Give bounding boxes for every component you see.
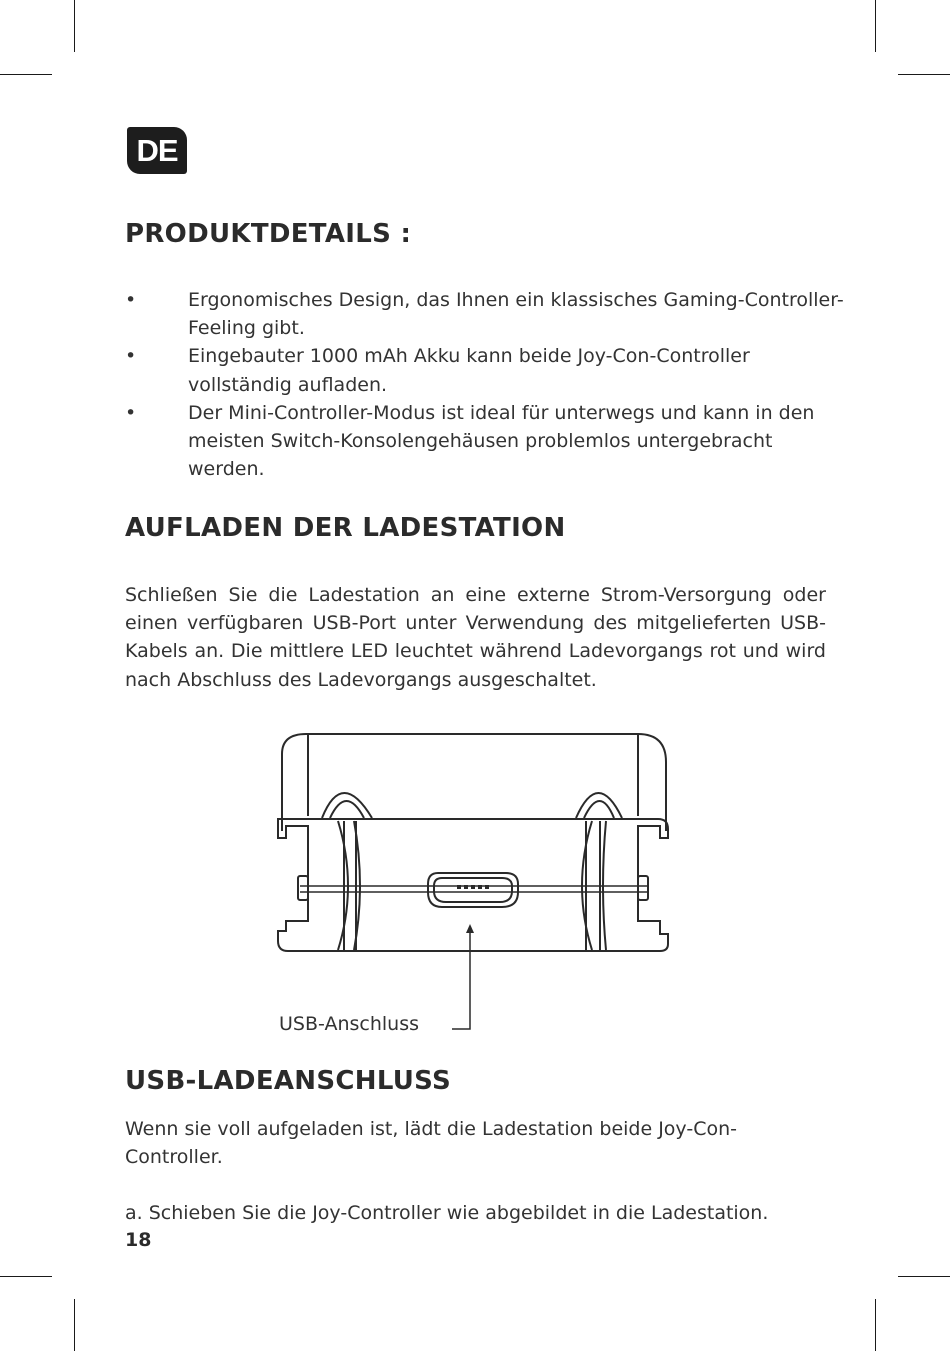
crop-mark	[74, 0, 75, 52]
language-badge: DE	[127, 127, 187, 174]
micro-usb-port-inner	[434, 878, 512, 902]
list-item	[125, 342, 845, 398]
list-item	[125, 286, 845, 342]
usb-port-text-line: Controller.	[125, 1146, 223, 1168]
crop-mark	[875, 0, 876, 52]
station-arch-right-inner	[584, 801, 614, 818]
usb-port-step-a: a. Schieben Sie die Joy-Controller wie abgebildet in die Ladestation.	[125, 1202, 769, 1224]
list-item-text: Der Mini-Controller-Modus ist ideal für unterwegs und kann in den meisten Switch-Konsolengehäusen problemlos untergebracht werden.	[188, 401, 815, 481]
crop-mark	[0, 74, 52, 75]
station-arch-right	[576, 793, 622, 818]
bullet-icon: •	[125, 401, 137, 424]
callout-leader-line	[452, 928, 470, 1029]
crop-mark	[74, 1299, 75, 1351]
crop-mark	[0, 1276, 52, 1277]
crop-mark	[898, 1276, 950, 1277]
bullet-icon: •	[125, 289, 137, 311]
station-housing-top	[282, 734, 666, 831]
station-clip-right	[638, 876, 648, 900]
station-arch-left	[322, 793, 372, 818]
crop-mark	[898, 74, 950, 75]
arrow-up-icon	[466, 924, 474, 933]
product-details-heading: PRODUKTDETAILS :	[125, 219, 412, 249]
page-number: 18	[125, 1229, 152, 1251]
usb-port-heading: USB-LADEANSCHLUSS	[125, 1066, 452, 1096]
bullet-icon: •	[125, 345, 137, 368]
usb-port-label: USB-Anschluss	[279, 1013, 419, 1035]
product-details-list	[125, 286, 845, 483]
list-item-text: Eingebauter 1000 mAh Akku kann beide Joy-Con-Controller vollständig aufladen.	[188, 345, 750, 396]
list-item-text: Ergonomisches Design, das Ihnen ein klassisches Gaming-Controller-Feeling gibt.	[188, 289, 844, 340]
list-item	[125, 399, 845, 484]
station-arch-left-inner	[330, 801, 364, 818]
crop-mark	[875, 1299, 876, 1351]
charging-station-diagram	[270, 726, 680, 1036]
charging-station-text: Schließen Sie die Ladestation an eine externe Strom-Versorgung oder einen verfügbaren USB-Port unter Verwendung des mitgelieferten USB-Kabels an. Die mittlere LED leuchtet während Ladevorgangs rot und wird nach Abschluss des Ladevorgangs ausgeschaltet.	[125, 584, 826, 691]
station-clip-left	[298, 876, 308, 900]
usb-port-text-line: Wenn sie voll aufgeladen ist, lädt die Ladestation beide Joy-Con-	[125, 1118, 737, 1140]
charging-station-heading: AUFLADEN DER LADESTATION	[125, 513, 566, 543]
